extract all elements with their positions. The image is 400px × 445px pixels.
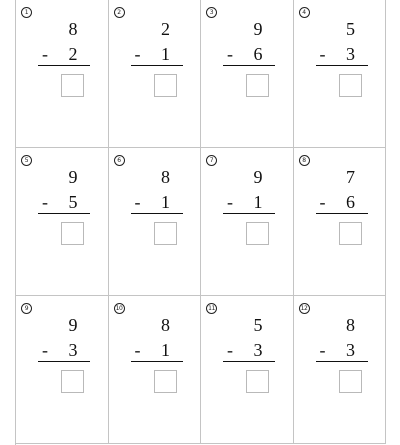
problem-cell [16, 0, 109, 148]
answer-line [131, 65, 183, 66]
answer-line [223, 361, 275, 362]
minus-sign: - [227, 340, 233, 360]
minus-sign: - [227, 44, 233, 64]
minus-sign: - [42, 44, 48, 64]
minus-sign: - [134, 192, 141, 212]
answer-box[interactable] [246, 74, 269, 97]
subtrahend: 2 [68, 44, 78, 64]
answer-box[interactable] [246, 370, 269, 393]
minuend: 9 [253, 167, 263, 187]
answer-box[interactable] [154, 370, 177, 393]
problem-cell [294, 296, 387, 444]
problem-number-badge: 7 [206, 155, 217, 166]
problem-number-badge: 4 [299, 7, 310, 18]
answer-line [223, 213, 275, 214]
answer-box[interactable] [61, 370, 84, 393]
answer-box[interactable] [154, 222, 177, 245]
problem-number-badge: 12 [299, 303, 310, 314]
minus-sign: - [319, 340, 326, 360]
minuend: 7 [346, 167, 355, 187]
subtrahend: 3 [346, 340, 355, 360]
minus-sign: - [42, 340, 48, 360]
minus-sign: - [134, 44, 141, 64]
answer-box[interactable] [154, 74, 177, 97]
minuend: 8 [346, 315, 355, 335]
problem-number-badge: 9 [21, 303, 32, 314]
problem-number-badge: 2 [114, 7, 125, 18]
minuend: 9 [68, 315, 78, 335]
problem-cell [201, 148, 294, 296]
answer-line [316, 213, 368, 214]
problem-cell [109, 0, 202, 148]
minuend: 5 [346, 19, 355, 39]
answer-line [131, 213, 183, 214]
problem-cell [16, 148, 109, 296]
minus-sign: - [134, 340, 141, 360]
problem-cell [294, 0, 387, 148]
subtrahend: 3 [68, 340, 78, 360]
answer-box[interactable] [339, 370, 362, 393]
problem-cell [201, 296, 294, 444]
answer-line [38, 65, 90, 66]
minuend: 9 [68, 167, 78, 187]
minuend: 8 [68, 19, 78, 39]
subtrahend: 1 [253, 192, 263, 212]
problem-number-badge: 1 [21, 7, 32, 18]
answer-box[interactable] [61, 74, 84, 97]
minuend: 8 [161, 167, 170, 187]
minuend: 9 [253, 19, 263, 39]
answer-box[interactable] [246, 222, 269, 245]
answer-line [316, 65, 368, 66]
problem-number-badge: 6 [114, 155, 125, 166]
problem-number-badge: 10 [114, 303, 125, 314]
problem-number-badge: 8 [299, 155, 310, 166]
minuend: 2 [161, 19, 170, 39]
problem-grid [15, 0, 386, 445]
problem-cell [201, 0, 294, 148]
problem-number-badge: 5 [21, 155, 32, 166]
answer-line [316, 361, 368, 362]
answer-box[interactable] [61, 222, 84, 245]
problem-number-badge: 11 [206, 303, 217, 314]
answer-line [38, 213, 90, 214]
answer-box[interactable] [339, 222, 362, 245]
answer-line [38, 361, 90, 362]
minus-sign: - [227, 192, 233, 212]
minus-sign: - [319, 192, 326, 212]
subtrahend: 5 [68, 192, 78, 212]
subtrahend: 3 [346, 44, 355, 64]
subtrahend: 6 [253, 44, 263, 64]
subtrahend: 1 [161, 44, 170, 64]
minus-sign: - [319, 44, 326, 64]
minuend: 5 [253, 315, 263, 335]
minus-sign: - [42, 192, 48, 212]
problem-cell [294, 148, 387, 296]
answer-box[interactable] [339, 74, 362, 97]
answer-line [131, 361, 183, 362]
subtrahend: 1 [161, 340, 170, 360]
subtrahend: 3 [253, 340, 263, 360]
problem-number-badge: 3 [206, 7, 217, 18]
problem-cell [16, 296, 109, 444]
problem-cell [109, 148, 202, 296]
minuend: 8 [161, 315, 170, 335]
subtrahend: 6 [346, 192, 355, 212]
problem-cell [109, 296, 202, 444]
answer-line [223, 65, 275, 66]
subtrahend: 1 [161, 192, 170, 212]
